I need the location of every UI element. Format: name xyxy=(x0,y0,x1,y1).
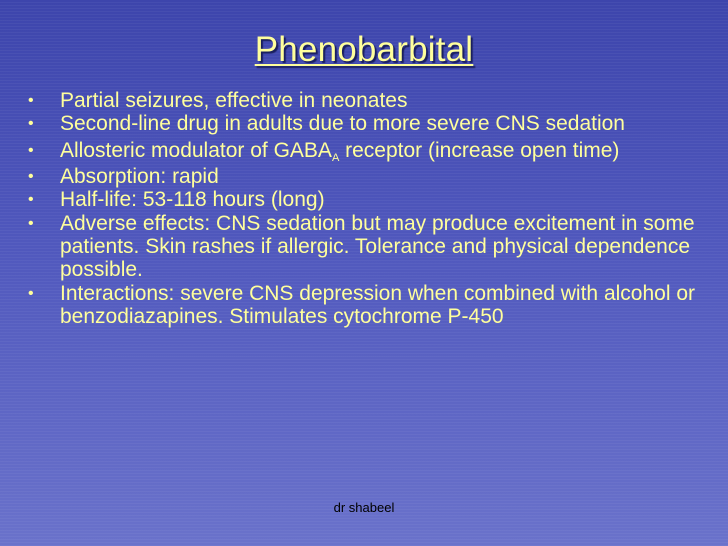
bullet-text: Half-life: 53-118 hours (long) xyxy=(60,188,325,212)
bullet-text: Adverse effects: CNS sedation but may produce excitement in some patients. Skin rashes if allergic. Tolerance and physical dependence possible. xyxy=(60,211,695,282)
bullet-item xyxy=(28,212,718,282)
bullet-item xyxy=(28,188,718,211)
bullet-text: Second-line drug in adults due to more severe CNS sedation xyxy=(60,112,625,136)
bullet-item xyxy=(28,89,718,112)
bullet-text: Partial seizures, effective in neonates xyxy=(60,89,408,112)
gaba-subscript: A xyxy=(331,151,340,164)
slide-title: Phenobarbital xyxy=(254,30,474,69)
bullet-dot-icon: • xyxy=(28,92,34,109)
bullet-dot-icon: • xyxy=(28,191,34,209)
bullet-text-main: Allosteric modulator of GABA xyxy=(60,138,332,162)
bullet-dot-icon: • xyxy=(28,141,34,159)
bullet-dot-icon: • xyxy=(28,284,34,302)
bullet-dot-icon: • xyxy=(28,167,34,185)
bullet-item xyxy=(28,282,718,329)
bullet-text: Absorption: rapid xyxy=(60,164,219,188)
bullet-list xyxy=(28,89,718,329)
bullet-item xyxy=(28,112,718,135)
bullet-text: Interactions: severe CNS depression when combined with alcohol or benzodiazapines. Stimulates cytochrome P-450 xyxy=(60,281,695,329)
bullet-dot-icon: • xyxy=(28,214,34,232)
bullet-dot-icon: • xyxy=(28,115,34,133)
bullet-text-rest: receptor (increase open time) xyxy=(339,138,620,162)
bullet-item xyxy=(28,136,718,165)
slide-footer: dr shabeel xyxy=(333,500,395,515)
bullet-item xyxy=(28,165,718,188)
